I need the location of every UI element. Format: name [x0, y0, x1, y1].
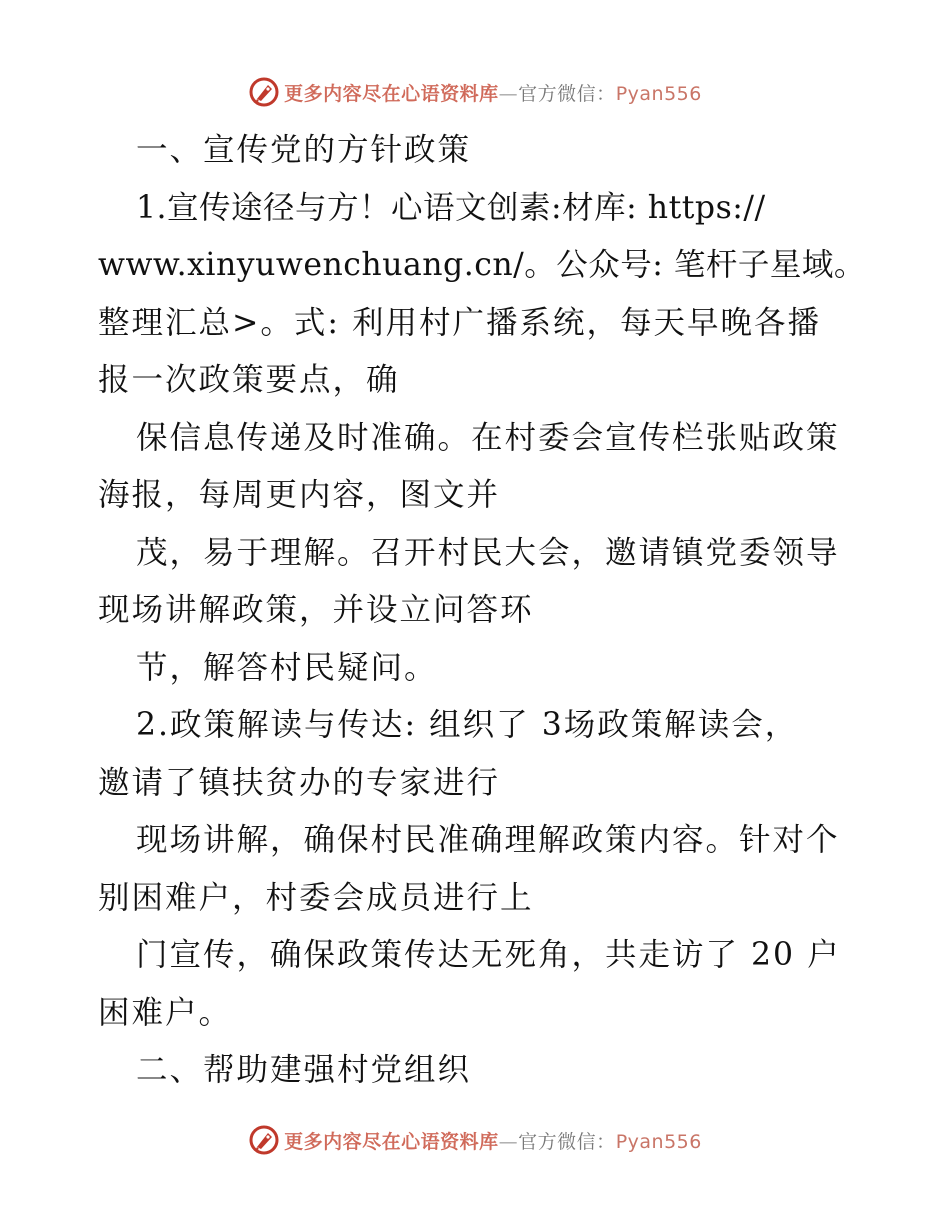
watermark-wechat-id: Pyan556	[615, 1130, 702, 1153]
watermark-wechat-id: Pyan556	[615, 82, 702, 105]
section-heading: 二、帮助建强村党组织	[136, 1052, 472, 1088]
paragraph-line: www.xinyuwenchuang.cn/。公众号: 笔杆子星域。	[98, 247, 866, 283]
paragraph-line: 别困难户，村委会成员进行上	[98, 879, 534, 916]
watermark-site-text: 更多内容尽在心语资料库	[284, 82, 499, 105]
watermark-label: 官方微信：	[518, 1130, 616, 1153]
document-body	[98, 122, 866, 1100]
pen-nib-logo-icon	[248, 76, 280, 108]
watermark-dash: —	[498, 1130, 519, 1153]
paragraph-line: 节，解答村民疑问。	[136, 649, 438, 686]
paragraph-line: 1.宣传途径与方！心语文创素:材库: https://	[136, 189, 766, 226]
section-heading: 一、宣传党的方针政策	[136, 132, 472, 168]
watermark-text	[284, 79, 702, 106]
paragraph-line: 报一次政策要点，确	[98, 362, 400, 398]
paragraph-line: 现场讲解政策，并设立问答环	[98, 592, 534, 628]
paragraph-line: 2.政策解读与传达: 组织了 3场政策解读会，	[136, 707, 799, 743]
watermark-dash: —	[498, 82, 519, 105]
paragraph-line: 邀请了镇扶贫办的专家进行	[98, 764, 501, 801]
watermark-site-text: 更多内容尽在心语资料库	[284, 1130, 499, 1153]
paragraph-line: 现场讲解，确保村民准确理解政策内容。针对个	[136, 822, 840, 858]
paragraph-line: 茂，易于理解。召开村民大会，邀请镇党委领导	[136, 534, 840, 571]
pen-nib-logo-icon	[248, 1124, 280, 1156]
watermark-text	[284, 1127, 702, 1154]
watermark-label: 官方微信：	[518, 82, 616, 105]
paragraph-line: 海报，每周更内容，图文并	[98, 477, 501, 513]
header-watermark	[0, 72, 950, 112]
paragraph-line: 门宣传，确保政策传达无死角，共走访了 20 户	[136, 937, 841, 973]
paragraph-line: 困难户。	[98, 994, 233, 1031]
paragraph-line: 整理汇总>。式: 利用村广播系统，每天早晚各播	[98, 304, 822, 341]
paragraph-line: 保信息传递及时准确。在村委会宣传栏张贴政策	[136, 419, 840, 456]
footer-watermark	[0, 1120, 950, 1160]
